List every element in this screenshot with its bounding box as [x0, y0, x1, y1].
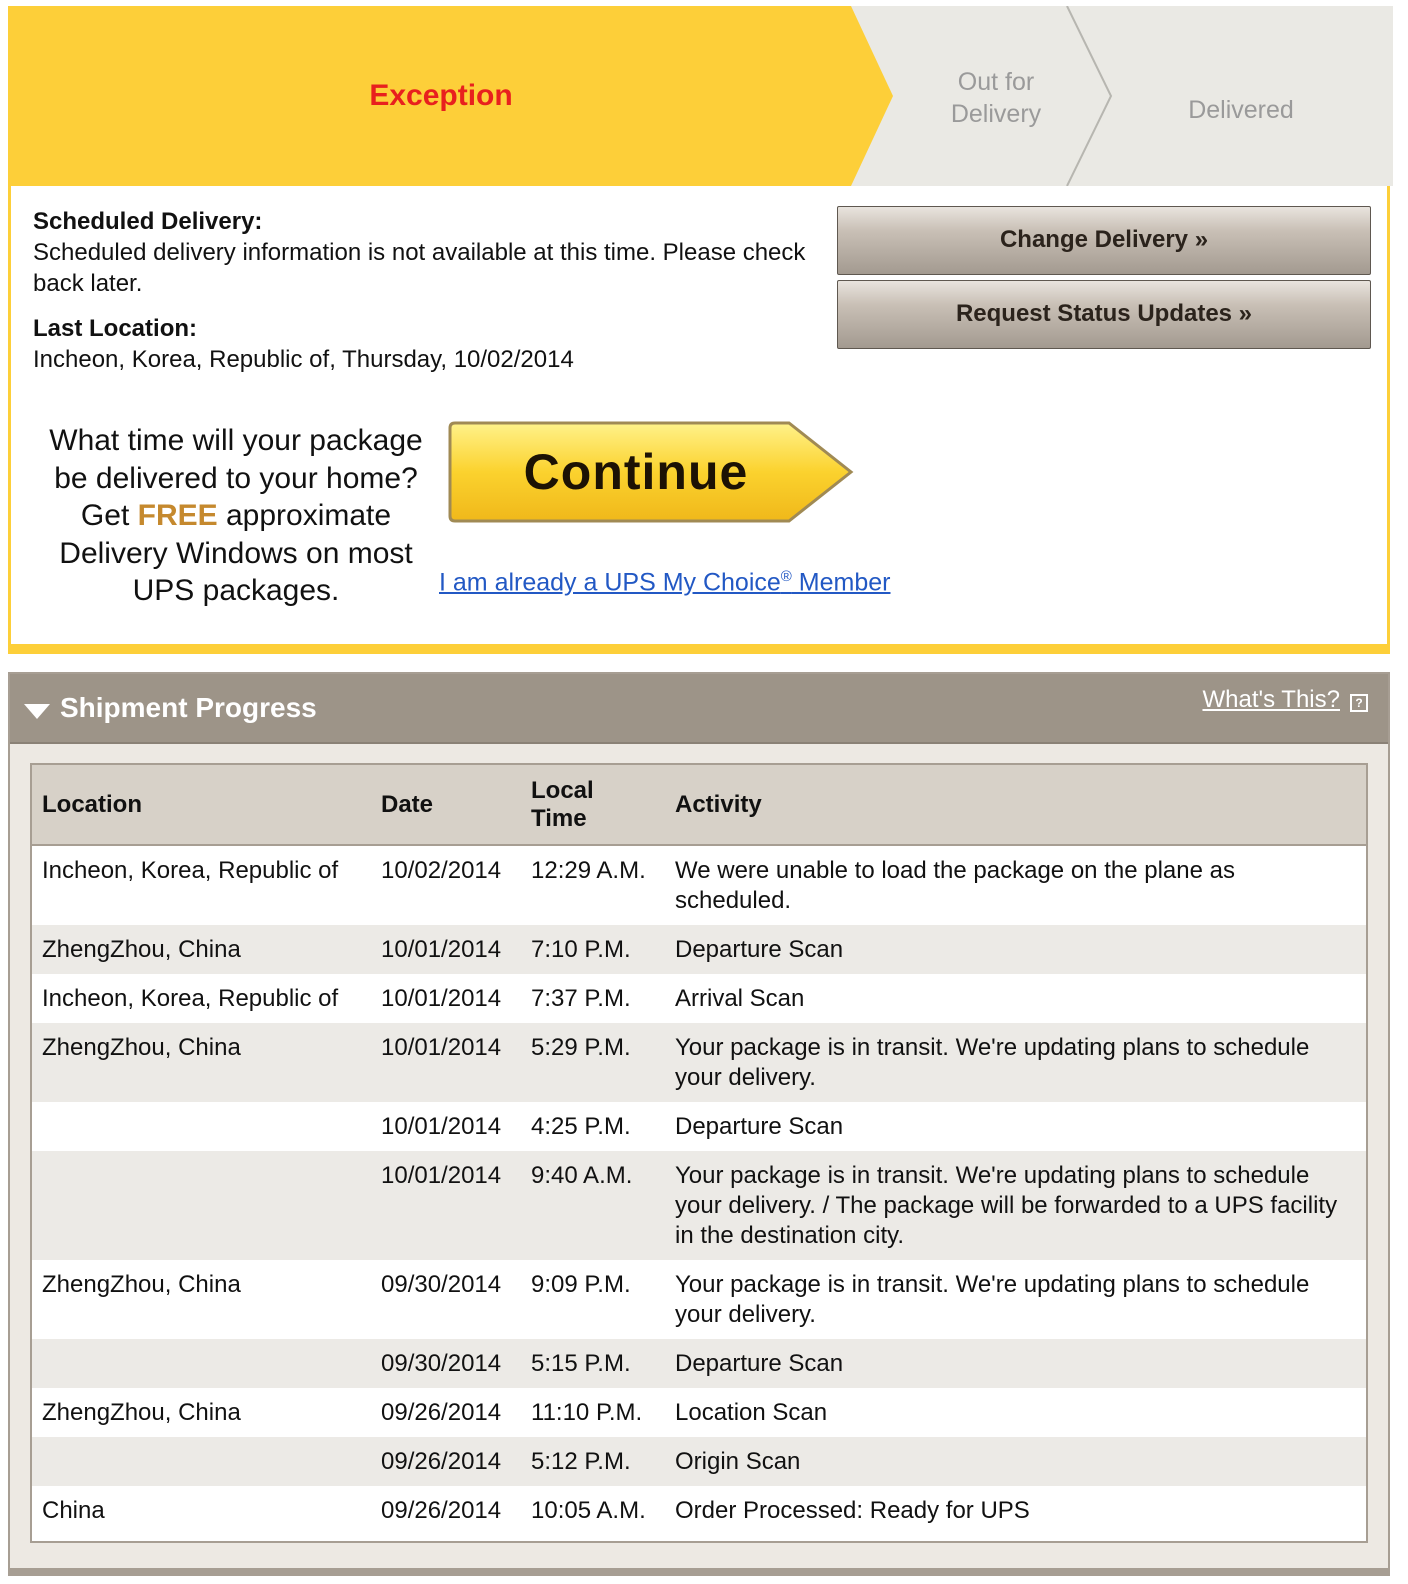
cell-location	[32, 1437, 371, 1486]
cell-activity: Your package is in transit. We're updating plans to schedule your delivery.	[665, 1023, 1366, 1102]
request-status-updates-button[interactable]: Request Status Updates »	[837, 280, 1371, 349]
cell-time: 11:10 P.M.	[531, 1399, 643, 1426]
table-row	[32, 1023, 1366, 1102]
cell-location: ZhengZhou, China	[42, 1399, 241, 1426]
cell-date: 10/01/2014	[381, 985, 502, 1012]
cell-location	[32, 1339, 371, 1388]
table-row	[32, 1437, 1366, 1486]
scheduled-delivery-text: Scheduled delivery information is not available at this time. Please check back later.	[33, 239, 806, 297]
scheduled-delivery-heading: Scheduled Delivery:	[33, 208, 263, 235]
progress-step-out-line2: Delivery	[950, 100, 1042, 128]
promo-free-word: FREE	[137, 499, 218, 532]
cell-activity: Departure Scan	[675, 1113, 844, 1140]
cell-date: 10/02/2014	[381, 857, 502, 884]
cell-time: 5:15 P.M.	[521, 1339, 665, 1388]
triangle-down-icon[interactable]	[24, 704, 50, 720]
cell-location: Incheon, Korea, Republic of	[42, 857, 339, 884]
table-row	[32, 1486, 1366, 1535]
cell-date: 10/01/2014	[371, 1151, 521, 1260]
cell-date: 10/01/2014	[381, 1113, 502, 1140]
table-row	[32, 1260, 1366, 1339]
progress-step-exception: Exception	[369, 79, 513, 112]
cell-location: ZhengZhou, China	[32, 925, 371, 974]
progress-step-out-for-delivery	[901, 66, 1091, 130]
cell-activity: Order Processed: Ready for UPS	[675, 1497, 1030, 1524]
cell-location: ZhengZhou, China	[42, 1271, 241, 1298]
cell-location	[32, 1151, 371, 1260]
member-link-suffix: Member	[791, 568, 891, 597]
cell-activity: Your package is in transit. We're updating plans to schedule your delivery.	[675, 1271, 1310, 1328]
column-header-activity: Activity	[665, 765, 1366, 845]
column-header-date: Date	[371, 765, 521, 845]
table-row	[32, 1102, 1366, 1151]
shipment-progress-header[interactable]	[10, 674, 1388, 744]
table-row	[32, 845, 1366, 925]
last-location-heading: Last Location:	[33, 315, 198, 342]
shipment-progress-panel	[8, 672, 1390, 1576]
cell-activity: Location Scan	[675, 1399, 828, 1426]
table-row	[32, 1151, 1366, 1260]
help-box-icon[interactable]: ?	[1350, 694, 1368, 712]
cell-activity: Arrival Scan	[675, 985, 805, 1012]
cell-date: 09/26/2014	[381, 1399, 502, 1426]
cell-date: 09/30/2014	[381, 1271, 502, 1298]
cell-time: 4:25 P.M.	[531, 1113, 631, 1140]
table-header-row	[32, 765, 1366, 845]
last-location-text: Incheon, Korea, Republic of, Thursday, 10/02/2014	[33, 346, 574, 373]
progress-step-delivered: Delivered	[1188, 96, 1294, 124]
cell-time: 7:37 P.M.	[531, 985, 631, 1012]
table-row	[32, 974, 1366, 1023]
cell-time: 9:40 A.M.	[521, 1151, 665, 1260]
cell-activity: Departure Scan	[665, 1339, 1366, 1388]
member-link-text: I am already a UPS My Choice	[439, 568, 781, 597]
shipment-progress-table	[32, 765, 1366, 1535]
already-member-link[interactable]	[439, 568, 891, 597]
promo-text-before: What time will your package be delivered to your home? Get	[49, 424, 423, 532]
promo-text-after: approximate Delivery Windows on most UPS packages.	[59, 499, 413, 607]
continue-button[interactable]	[447, 420, 857, 530]
cell-date: 09/26/2014	[381, 1497, 502, 1524]
delivery-info	[33, 206, 813, 375]
cell-time: 10:05 A.M.	[531, 1497, 646, 1524]
table-row	[32, 925, 1366, 974]
column-header-location: Location	[32, 765, 371, 845]
cell-activity: We were unable to load the package on the plane as scheduled.	[675, 857, 1235, 914]
cell-date: 09/26/2014	[371, 1437, 521, 1486]
cell-activity: Departure Scan	[665, 925, 1366, 974]
change-delivery-button[interactable]: Change Delivery »	[837, 206, 1371, 275]
cell-time: 12:29 A.M.	[531, 857, 646, 884]
registered-mark: ®	[780, 568, 792, 585]
column-header-local-time: Local Time	[521, 765, 665, 845]
cell-date: 10/01/2014	[371, 1023, 521, 1102]
cell-date: 09/30/2014	[371, 1339, 521, 1388]
table-row	[32, 1339, 1366, 1388]
cell-activity: Origin Scan	[665, 1437, 1366, 1486]
shipment-table-container	[30, 763, 1368, 1543]
delivery-status-card	[8, 6, 1390, 654]
continue-button-shape	[450, 423, 851, 521]
shipment-progress-title: Shipment Progress	[60, 692, 317, 723]
cell-time: 9:09 P.M.	[531, 1271, 631, 1298]
progress-step-out-line1: Out for	[957, 68, 1035, 96]
table-row	[32, 1388, 1366, 1437]
cell-time: 7:10 P.M.	[521, 925, 665, 974]
my-choice-promo-text	[31, 422, 441, 610]
cell-time: 5:29 P.M.	[521, 1023, 665, 1102]
cell-location	[32, 1102, 371, 1151]
cell-activity: Your package is in transit. We're updating plans to schedule your delivery. / The package will be forwarded to a UPS facility in the destination city.	[665, 1151, 1366, 1260]
cell-location: ZhengZhou, China	[32, 1023, 371, 1102]
cell-location: China	[42, 1497, 105, 1524]
cell-date: 10/01/2014	[371, 925, 521, 974]
cell-time: 5:12 P.M.	[521, 1437, 665, 1486]
cell-location: Incheon, Korea, Republic of	[42, 985, 339, 1012]
continue-button-label: Continue	[523, 444, 749, 500]
whats-this-link[interactable]: What's This?	[1202, 686, 1340, 713]
